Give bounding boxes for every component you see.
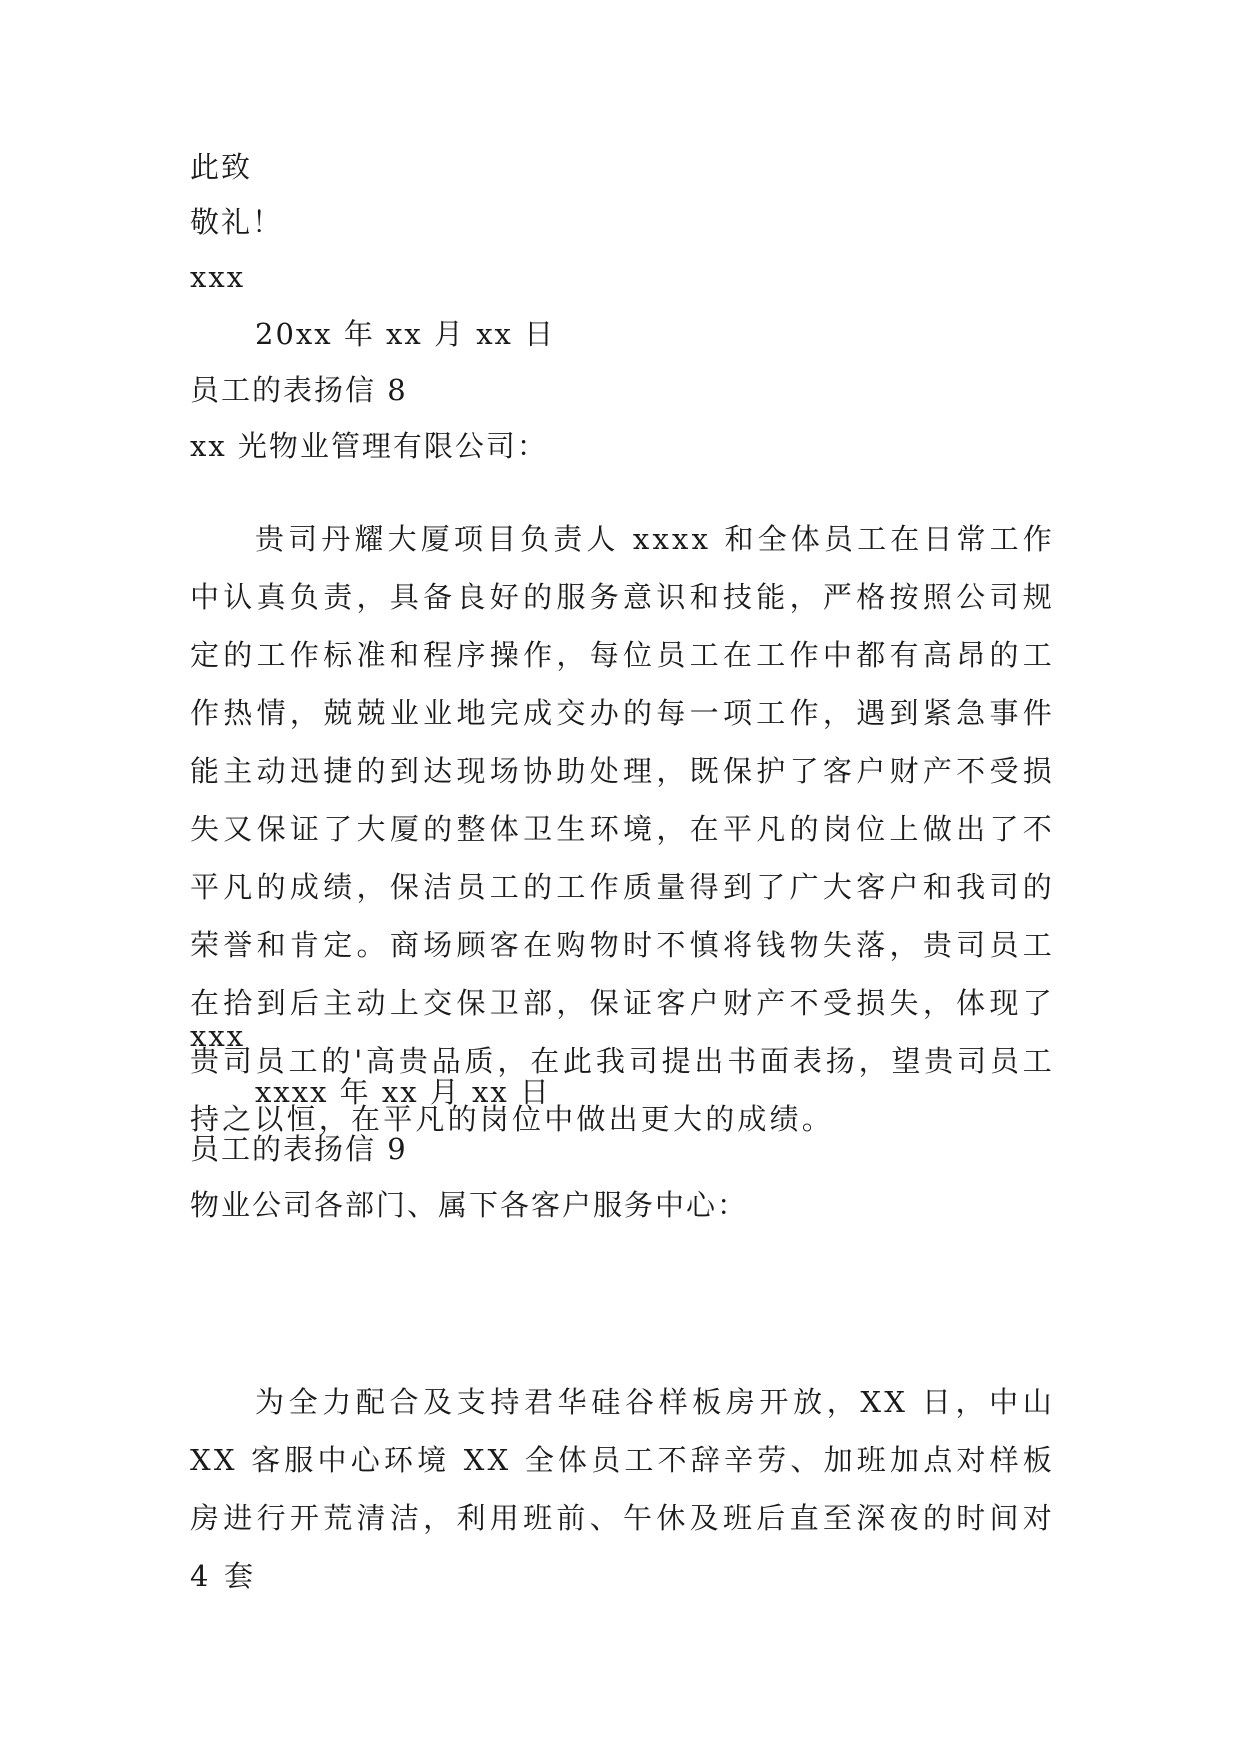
body-paragraph: 贵司丹耀大厦项目负责人 xxxx 和全体员工在日常工作中认真负责，具备良好的服务意识和技能，严格按照公司规定的工作标准和程序操作，每位员工在工作中都有高昂的工作热情，兢兢业业地完成交办的每一项工作，遇到紧急事件能主动迅捷的到达现场协助处理，既保护了客户财产不受损失又保证了大厦的整体卫生环境，在平凡的岗位上做出了不平凡的成绩，保洁员工的工作质量得到了广大客户和我司的荣誉和肯定。商场顾客在购物时不慎将钱物失落，贵司员工在拾到后主动上交保卫部，保证客户财产不受损失，体现了贵司员工的'高贵品质，在此我司提出书面表扬，望贵司员工持之以恒，在平凡的岗位中做出更大的成绩。 — [190, 522, 1055, 1136]
salutation: 物业公司各部门、属下各客户服务中心： — [190, 1188, 749, 1222]
letter-title: 员工的表扬信 8 — [190, 373, 408, 407]
body-paragraph: 为全力配合及支持君华硅谷样板房开放，XX 日，中山 XX 客服中心环境 XX 全体员工不辞辛劳、加班加点对样板房进行开荒清洁，利用班前、午休及班后直至深夜的时间对 4 套 — [190, 1385, 1055, 1593]
signer: xxx — [190, 1019, 246, 1053]
salutation: xx 光物业管理有限公司： — [190, 429, 548, 463]
date-line: xxxx 年 xx 月 xx 日 — [255, 1075, 551, 1109]
closing-line-2: 敬礼！ — [190, 205, 284, 239]
closing-line-1: 此致 — [190, 150, 253, 184]
letter-title: 员工的表扬信 9 — [190, 1132, 408, 1166]
signer: xxx — [190, 260, 246, 294]
date-line: 20xx 年 xx 月 xx 日 — [255, 317, 556, 351]
